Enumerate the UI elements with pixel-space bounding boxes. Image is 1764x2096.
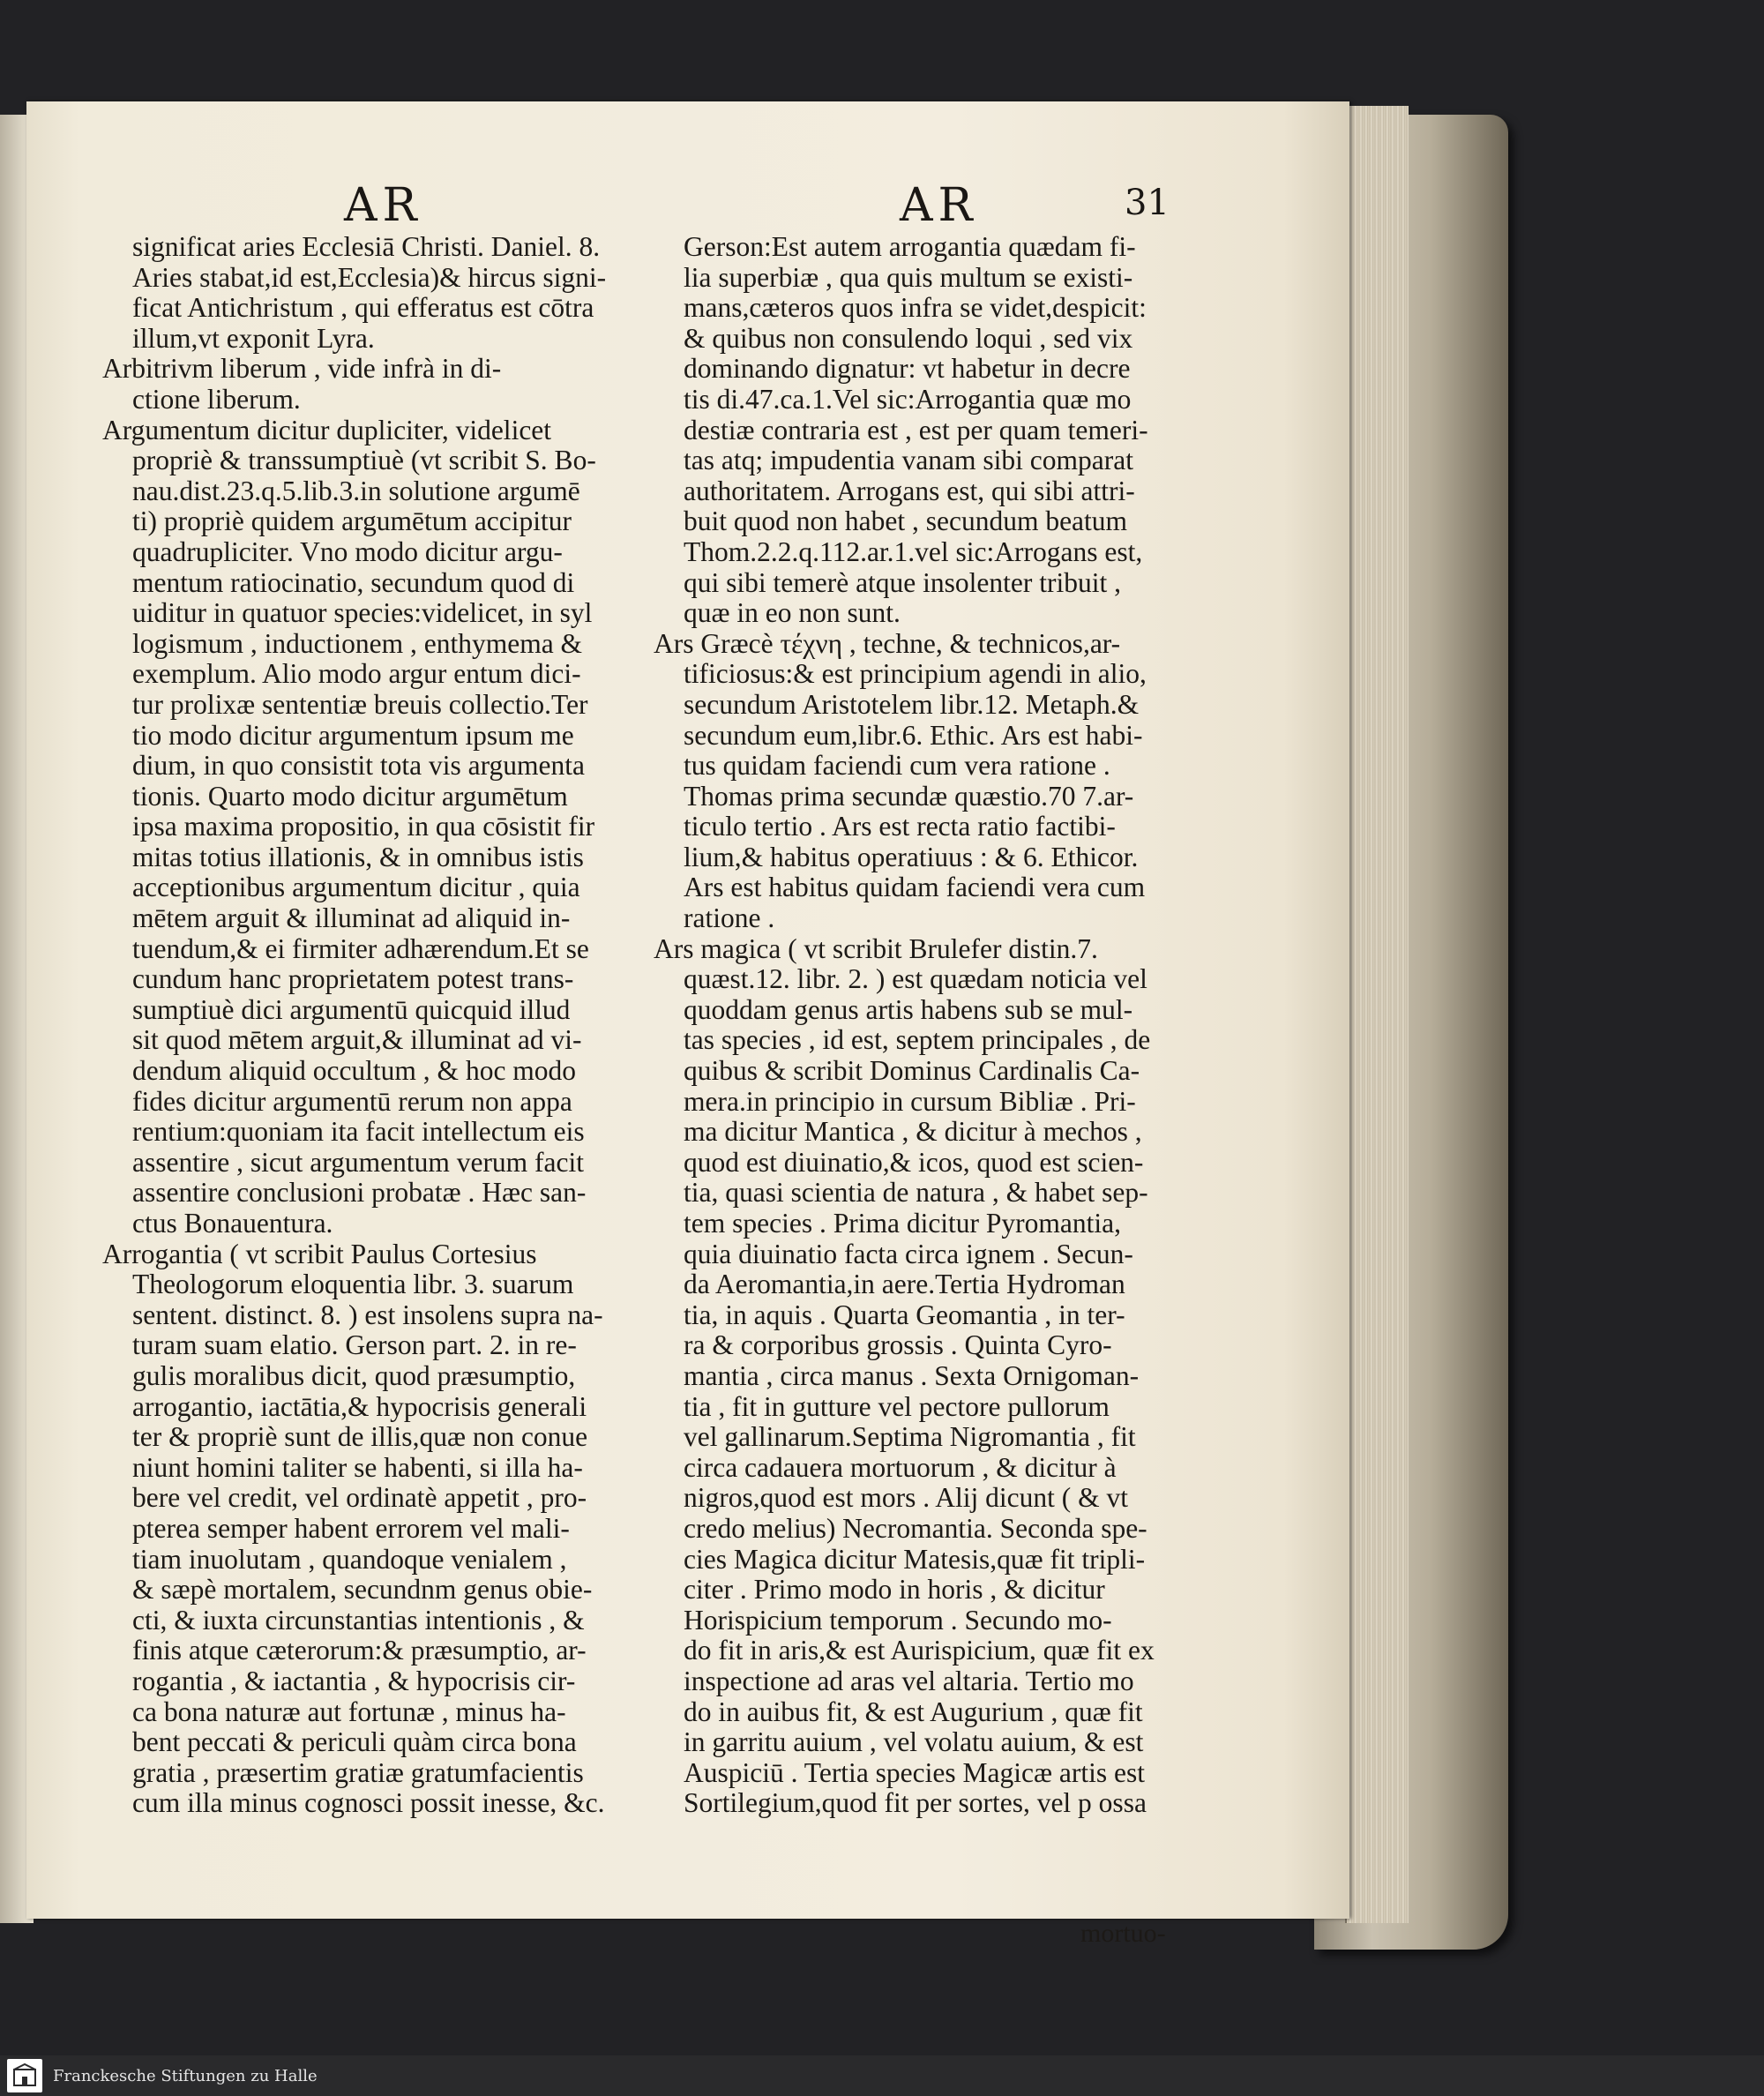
text-line: cies Magica dicitur Matesis,quæ fit tripli- bbox=[684, 1543, 1146, 1575]
text-line: tia , fit in gutture vel pectore pullorum bbox=[684, 1390, 1110, 1422]
text-line: cundum hanc proprietatem potest trans- bbox=[132, 963, 574, 995]
text-line: illum,vt exponit Lyra. bbox=[132, 322, 375, 354]
text-line: tuendum,& ei firmiter adhærendum.Et se bbox=[132, 932, 589, 964]
text-line: tur prolixæ sententiæ breuis collectio.Ter bbox=[132, 688, 588, 720]
page-number: 31 bbox=[1125, 183, 1170, 223]
text-line: cum illa minus cognosci possit inesse, &c. bbox=[132, 1787, 605, 1819]
text-line: tem species . Prima dicitur Pyromantia, bbox=[684, 1208, 1122, 1239]
text-line: quia diuinatio facta circa ignem . Secun- bbox=[684, 1238, 1133, 1269]
text-line: fides dicitur argumentū rerum non appa bbox=[132, 1085, 572, 1117]
text-line: ti) propriè quidem argumētum accipitur bbox=[132, 505, 572, 537]
text-line: ipsa maxima propositio, in qua cōsistit fir bbox=[132, 811, 595, 842]
text-line: do fit in aris,& est Aurispicium, quæ fit ex bbox=[684, 1635, 1155, 1666]
text-line: bent peccati & periculi quàm circa bona bbox=[132, 1726, 577, 1758]
text-line: logismum , inductionem , enthymema & bbox=[132, 627, 583, 659]
text-line: pterea semper habent errorem vel mali- bbox=[132, 1512, 570, 1544]
text-line: ficat Antichristum , qui efferatus est cōtra bbox=[132, 292, 594, 324]
text-line: da Aeromantia,in aere.Tertia Hydroman bbox=[684, 1269, 1125, 1300]
text-line: quibus & scribit Dominus Cardinalis Ca- bbox=[684, 1055, 1140, 1087]
text-line: gulis moralibus dicit, quod præsumptio, bbox=[132, 1359, 576, 1391]
text-line: ra & corporibus grossis . Quinta Cyro- bbox=[684, 1329, 1112, 1361]
text-line: tas species , id est, septem principales , de bbox=[684, 1024, 1151, 1056]
institution-name: Franckesche Stiftungen zu Halle bbox=[53, 2066, 318, 2085]
text-line: rogantia , & iactantia , & hypocrisis cir- bbox=[132, 1665, 576, 1696]
text-line: turam suam elatio. Gerson part. 2. in re- bbox=[132, 1329, 577, 1361]
text-line: do in auibus fit, & est Augurium , quæ fit bbox=[684, 1696, 1143, 1727]
entry-line: Ars magica ( vt scribit Brulefer distin.7. bbox=[654, 932, 1098, 964]
text-line: gratia , præsertim gratiæ gratumfacientis bbox=[132, 1756, 584, 1788]
text-line: nigros,quod est mors . Alij dicunt ( & vt bbox=[684, 1482, 1128, 1514]
text-line: assentire conclusioni probatæ . Hæc san- bbox=[132, 1177, 587, 1209]
text-line: mentum ratiocinatio, secundum quod di bbox=[132, 566, 575, 598]
text-line: tia, quasi scientia de natura , & habet sep- bbox=[684, 1177, 1148, 1209]
text-line: secundum eum,libr.6. Ethic. Ars est habi- bbox=[684, 719, 1143, 751]
text-line: & quibus non consulendo loqui , sed vix bbox=[684, 322, 1133, 354]
text-line: Gerson:Est autem arrogantia quædam fi- bbox=[684, 231, 1136, 262]
text-line: mans,cæteros quos infra se videt,despicit: bbox=[684, 292, 1147, 324]
text-line: Thom.2.2.q.112.ar.1.vel sic:Arrogans est, bbox=[684, 535, 1143, 567]
text-line: quoddam genus artis habens sub se mul- bbox=[684, 993, 1133, 1025]
text-line: tionis. Quarto modo dicitur argumētum bbox=[132, 780, 568, 812]
text-line: mētem arguit & illuminat ad aliquid in- bbox=[132, 902, 571, 934]
text-line: tiam inuolutam , quandoque venialem , bbox=[132, 1543, 567, 1575]
text-line: Thomas prima secundæ quæstio.70 7.ar- bbox=[684, 780, 1134, 812]
text-line: assentire , sicut argumentum verum facit bbox=[132, 1146, 585, 1178]
text-line: niunt homini taliter se habenti, si illa ha- bbox=[132, 1451, 583, 1483]
text-line: arrogantio, iactātia,& hypocrisis generali bbox=[132, 1390, 587, 1422]
footer-bar bbox=[0, 2055, 1764, 2096]
text-line: ticulo tertio . Ars est recta ratio factibi- bbox=[684, 811, 1116, 842]
text-column-right bbox=[654, 231, 1248, 1819]
text-line: cti, & iuxta circunstantias intentionis , & bbox=[132, 1604, 585, 1636]
text-line: in garritu auium , vel volatu auium, & est bbox=[684, 1726, 1144, 1758]
text-line: tus quidam faciendi cum vera ratione . bbox=[684, 750, 1110, 782]
text-line: circa cadauera mortuorum , & dicitur à bbox=[684, 1451, 1117, 1483]
text-line: propriè & transsumptiuè (vt scribit S. Bo- bbox=[132, 445, 596, 476]
text-line: lium,& habitus operatiuus : & 6. Ethicor. bbox=[684, 841, 1139, 872]
text-line: acceptionibus argumentum dicitur , quia bbox=[132, 872, 580, 903]
text-line: ma dicitur Mantica , & dicitur à mechos , bbox=[684, 1116, 1142, 1148]
text-line: destiæ contraria est , est per quam temeri- bbox=[684, 414, 1148, 445]
text-line: Auspiciū . Tertia species Magicæ artis est bbox=[684, 1756, 1145, 1788]
text-line: Horispicium temporum . Secundo mo- bbox=[684, 1604, 1112, 1636]
text-line: buit quod non habet , secundum beatum bbox=[684, 505, 1128, 537]
text-line: Aries stabat,id est,Ecclesia)& hircus signi- bbox=[132, 261, 607, 293]
running-head-right: AR bbox=[900, 179, 978, 232]
text-line: tas atq; impudentia vanam sibi comparat bbox=[684, 445, 1133, 476]
text-line: tia, in aquis . Quarta Geomantia , in ter- bbox=[684, 1299, 1125, 1330]
catchword: mortuo- bbox=[1080, 1919, 1166, 1948]
text-line: lia superbiæ , qua quis multum se existi- bbox=[684, 261, 1133, 293]
text-line: quæ in eo non sunt. bbox=[684, 597, 901, 629]
text-line: qui sibi temerè atque insolenter tribuit , bbox=[684, 566, 1122, 598]
text-line: finis atque cæterorum:& præsumptio, ar- bbox=[132, 1635, 587, 1666]
text-line: ratione . bbox=[684, 902, 775, 934]
institution-logo-icon bbox=[7, 2059, 42, 2092]
text-line: mitas totius illationis, & in omnibus istis bbox=[132, 841, 584, 872]
text-line: sentent. distinct. 8. ) est insolens supra na- bbox=[132, 1299, 603, 1330]
text-line: tis di.47.ca.1.Vel sic:Arrogantia quæ mo bbox=[684, 383, 1132, 415]
text-line: quæst.12. libr. 2. ) est quædam noticia vel bbox=[684, 963, 1147, 995]
text-line: Ars est habitus quidam faciendi vera cum bbox=[684, 872, 1146, 903]
text-line: inspectione ad aras vel altaria. Tertio mo bbox=[684, 1665, 1134, 1696]
text-line: exemplum. Alio modo argur entum dici- bbox=[132, 658, 581, 690]
text-line: bere vel credit, vel ordinatè appetit , pro- bbox=[132, 1482, 587, 1514]
text-line: dendum aliquid occultum , & hoc modo bbox=[132, 1055, 577, 1087]
text-line: uiditur in quatuor species:videlicet, in syl bbox=[132, 597, 593, 629]
text-line: quadrupliciter. Vno modo dicitur argu- bbox=[132, 535, 563, 567]
text-line: dium, in quo consistit tota vis argumenta bbox=[132, 750, 585, 782]
page-edges bbox=[1345, 106, 1409, 1923]
text-line: significat aries Ecclesiā Christi. Daniel. 8. bbox=[132, 231, 601, 262]
text-line: vel gallinarum.Septima Nigromantia , fit bbox=[684, 1421, 1136, 1453]
entry-line: Arrogantia ( vt scribit Paulus Cortesius bbox=[102, 1238, 537, 1269]
text-line: tificiosus:& est principium agendi in alio, bbox=[684, 658, 1147, 690]
text-line: authoritatem. Arrogans est, qui sibi attri- bbox=[684, 475, 1135, 506]
text-line: sit quod mētem arguit,& illuminat ad vi- bbox=[132, 1024, 582, 1056]
entry-line: Arbitrivm liberum , vide infrà in di- bbox=[102, 353, 502, 385]
text-line: ter & propriè sunt de illis,quæ non conue bbox=[132, 1421, 588, 1453]
book-page bbox=[26, 101, 1349, 1948]
entry-line: Ars Græcè τέχνη , techne, & technicos,ar- bbox=[654, 627, 1121, 659]
text-line: & sæpè mortalem, secundnm genus obie- bbox=[132, 1574, 593, 1606]
text-line: ca bona naturæ aut fortunæ , minus ha- bbox=[132, 1696, 566, 1727]
text-line: mantia , circa manus . Sexta Ornigoman- bbox=[684, 1359, 1140, 1391]
text-line: mera.in principio in cursum Bibliæ . Pri- bbox=[684, 1085, 1136, 1117]
text-line: ctus Bonauentura. bbox=[132, 1208, 333, 1239]
text-line: citer . Primo modo in horis , & dicitur bbox=[684, 1574, 1105, 1606]
text-line: tio modo dicitur argumentum ipsum me bbox=[132, 719, 574, 751]
text-line: rentium:quoniam ita facit intellectum eis bbox=[132, 1116, 585, 1148]
text-line: credo melius) Necromantia. Seconda spe- bbox=[684, 1512, 1147, 1544]
text-line: nau.dist.23.q.5.lib.3.in solutione argumē bbox=[132, 475, 580, 506]
text-line: sumptiuè dici argumentū quicquid illud bbox=[132, 993, 571, 1025]
text-line: Theologorum eloquentia libr. 3. suarum bbox=[132, 1269, 574, 1300]
text-line: dominando dignatur: vt habetur in decre bbox=[684, 353, 1131, 385]
text-column-left bbox=[102, 231, 697, 1819]
text-line: secundum Aristotelem libr.12. Metaph.& bbox=[684, 688, 1140, 720]
entry-line: Argumentum dicitur dupliciter, videlicet bbox=[102, 414, 552, 445]
text-line: Sortilegium,quod fit per sortes, vel p ossa bbox=[684, 1787, 1147, 1819]
text-line: ctione liberum. bbox=[132, 383, 301, 415]
running-head-left: AR bbox=[344, 179, 422, 232]
text-line: quod est diuinatio,& icos, quod est scien- bbox=[684, 1146, 1144, 1178]
